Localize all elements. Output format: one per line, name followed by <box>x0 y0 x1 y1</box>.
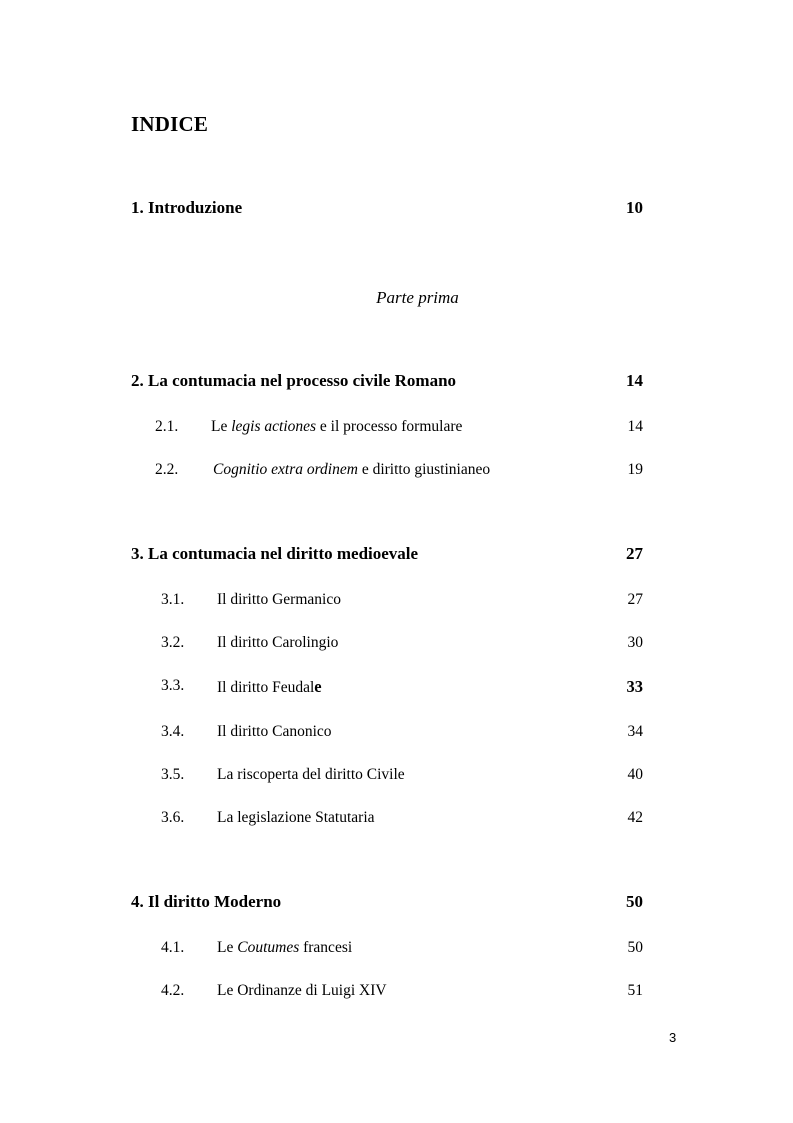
toc-entry-section-3-2[interactable] <box>161 634 643 656</box>
page-number-footer: 3 <box>669 1030 677 1045</box>
toc-section-label: Cognitio extra ordinem e diritto giustinianeo <box>213 461 491 478</box>
toc-section-number: 3.2. <box>161 634 185 651</box>
toc-entry-section-3-5[interactable] <box>161 766 643 788</box>
toc-section-label: Le Ordinanze di Luigi XIV <box>217 982 387 999</box>
toc-page-number: 51 <box>627 982 643 999</box>
toc-chapter-label: 4. Il diritto Moderno <box>131 892 282 911</box>
toc-page-number: 19 <box>627 461 643 478</box>
page-title: INDICE <box>131 112 209 136</box>
toc-entry-section-2-1[interactable] <box>155 418 643 440</box>
toc-page-number: 27 <box>627 591 643 608</box>
toc-page-number: 50 <box>627 939 643 956</box>
toc-entry-chapter-3[interactable] <box>131 544 643 568</box>
toc-section-label: Il diritto Feudale <box>217 677 322 696</box>
toc-section-number: 3.3. <box>161 677 185 694</box>
toc-section-label: Le legis actiones e il processo formulare <box>211 418 463 435</box>
toc-section-number: 4.1. <box>161 939 185 956</box>
toc-section-label: Il diritto Carolingio <box>217 634 339 651</box>
toc-entry-section-3-6[interactable] <box>161 809 643 831</box>
toc-page-number: 10 <box>626 198 643 217</box>
toc-page-number: 40 <box>627 766 643 783</box>
toc-entry-section-3-3[interactable] <box>161 677 643 699</box>
toc-section-number: 3.5. <box>161 766 185 783</box>
toc-section-label: La legislazione Statutaria <box>217 809 375 826</box>
toc-section-number: 2.2. <box>155 461 179 478</box>
toc-entry-section-2-2[interactable] <box>155 461 643 483</box>
part-heading: Parte prima <box>376 288 459 307</box>
toc-chapter-label: 1. Introduzione <box>131 198 243 217</box>
toc-section-number: 3.1. <box>161 591 185 608</box>
toc-section-number: 3.6. <box>161 809 185 826</box>
toc-entry-chapter-1[interactable] <box>131 198 643 222</box>
toc-page-number: 34 <box>627 723 643 740</box>
toc-chapter-label: 2. La contumacia nel processo civile Romano <box>131 371 457 390</box>
toc-entry-section-3-1[interactable] <box>161 591 643 613</box>
toc-entry-chapter-4[interactable] <box>131 892 643 916</box>
toc-section-label: Le Coutumes francesi <box>217 939 353 956</box>
toc-page-number: 14 <box>627 418 643 435</box>
toc-page-number: 14 <box>626 371 643 390</box>
toc-page-number: 50 <box>626 892 643 911</box>
toc-page-number: 42 <box>627 809 643 826</box>
toc-section-number: 2.1. <box>155 418 179 435</box>
toc-entry-chapter-2[interactable] <box>131 371 643 395</box>
toc-page-number: 33 <box>626 677 643 696</box>
toc-entry-section-3-4[interactable] <box>161 723 643 745</box>
toc-section-label: Il diritto Canonico <box>217 723 332 740</box>
toc-entry-section-4-2[interactable] <box>161 982 643 1004</box>
toc-entry-section-4-1[interactable] <box>161 939 643 961</box>
toc-section-number: 4.2. <box>161 982 185 999</box>
toc-section-label: Il diritto Germanico <box>217 591 341 608</box>
toc-page-number: 30 <box>627 634 643 651</box>
toc-chapter-label: 3. La contumacia nel diritto medioevale <box>131 544 419 563</box>
toc-section-label: La riscoperta del diritto Civile <box>217 766 405 783</box>
toc-page-number: 27 <box>626 544 643 563</box>
toc-section-number: 3.4. <box>161 723 185 740</box>
